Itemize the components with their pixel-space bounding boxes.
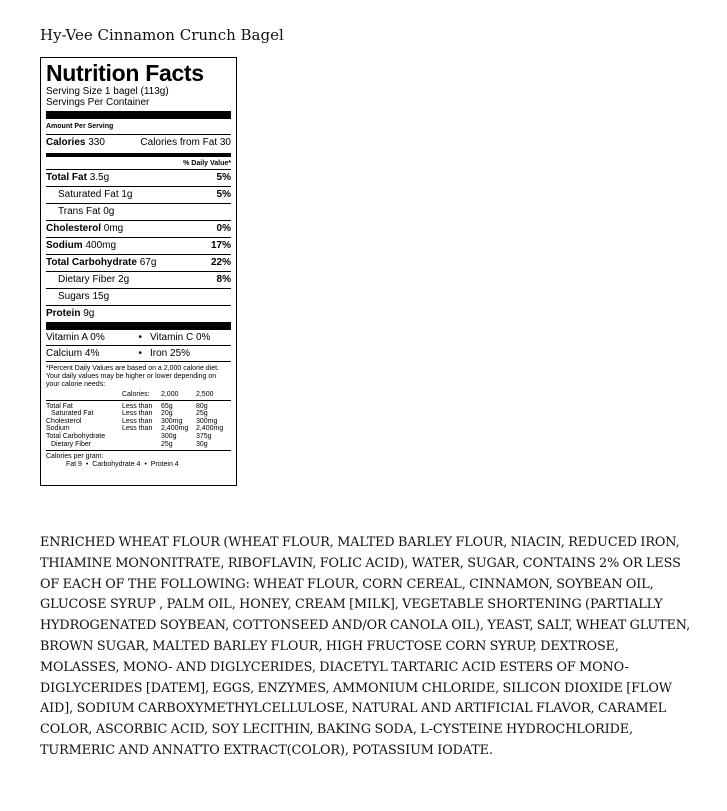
bullet-icon: •: [140, 461, 151, 469]
calories-per-gram-label: Calories per gram:: [46, 453, 104, 461]
nutrient-row: [46, 170, 231, 187]
dv-table-cell: 375g: [195, 432, 212, 440]
dv-table-cell: 30g: [195, 440, 208, 448]
dv-table-header-cell: Calories:: [122, 391, 161, 400]
dv-table-row: [46, 425, 231, 433]
nutrient-amount: 3.5g: [86, 172, 110, 183]
dv-table-cell: 25g: [195, 410, 208, 418]
dv-table-cell: Less than: [121, 425, 153, 433]
divider-thick: [46, 111, 231, 119]
calories-label: Calories: [46, 137, 86, 148]
nutrient-amount: 9g: [80, 308, 95, 319]
nutrition-facts-label: [40, 57, 237, 486]
nutrient-name: [58, 289, 109, 305]
nutrient-label: Saturated Fat: [58, 189, 119, 200]
dv-table-cell: 300g: [160, 432, 177, 440]
nutrient-daily-value: 5%: [216, 172, 231, 183]
dv-table-cell: Less than: [121, 402, 153, 410]
nutrient-name: [46, 238, 116, 254]
dv-table-cell: 20g: [160, 410, 173, 418]
nutrition-facts-title: Nutrition Facts: [46, 60, 204, 86]
calories-per-gram-items: [46, 461, 231, 469]
vitamin-right: [139, 330, 232, 345]
dv-table-cell: Total Carbohydrate: [46, 432, 106, 440]
nutrient-label: Sodium: [46, 240, 83, 251]
dv-table-cell: Sodium: [46, 425, 70, 433]
dv-table-cell: 300mg: [160, 417, 183, 425]
dv-table-cell: [122, 441, 161, 449]
nutrient-daily-value: 5%: [216, 189, 231, 200]
dv-table-cell: Total Fat: [46, 402, 73, 410]
dv-table-cell: 2,400mg: [195, 425, 224, 433]
nutrient-list: [46, 170, 231, 322]
daily-value-table: [46, 391, 231, 448]
nutrient-daily-value: 0%: [216, 223, 231, 234]
dv-table-row: [46, 418, 231, 426]
nutrient-label: Protein: [46, 308, 81, 319]
nutrient-amount: 1g: [118, 189, 133, 200]
nutrient-daily-value: 22%: [210, 257, 231, 268]
nutrient-amount: 2g: [115, 274, 130, 285]
dv-table-cell: Less than: [121, 410, 153, 418]
ingredients-text: ENRICHED WHEAT FLOUR (WHEAT FLOUR, MALTED BARLEY FLOUR, NIACIN, REDUCED IRON, THIAMINE MONONITRATE, RIBOFLAVIN, FOLIC ACID), WATER, SUGAR, CONTAINS 2% OR LESS OF EACH OF THE FOLLOWING: WHEAT FLOUR, CORN CEREAL, CINNAMON, SOYBEAN OIL, GLUCOSE SYRUP , PALM OIL, HONEY, CREAM [MILK], VEGETABLE SHORTENING (PARTIALLY HYDROGENATED SOYBEAN, COTTONSEED AND/OR CANOLA OIL), YEAST, SALT, WHEAT GLUTEN, BROWN SUGAR, MALTED BARLEY FLOUR, HIGH FRUCTOSE CORN SYRUP, DEXTROSE, MOLASSES, MONO- AND DIGLYCERIDES, DIACETYL TARTARIC ACID ESTERS OF MONO-DIGLYCERIDES [DATEM], EGGS, ENZYMES, AMMONIUM CHLORIDE, SILICON DIOXIDE [FLOW AID], SODIUM CARBOXYMETHYLCELLULOSE, NATURAL AND ARTIFICIAL FLAVOR, CARAMEL COLOR, ASCORBIC ACID, SOY LECITHIN, BAKING SODA, L-CYSTEINE HYDROCHLORIDE, TURMERIC AND ANNATTO EXTRACT(COLOR), POTASSIUM IODATE.: [40, 535, 691, 758]
nutrient-name: [58, 187, 133, 203]
nutrient-name: [46, 221, 123, 237]
calories-per-gram-item: Protein 4: [150, 461, 179, 469]
bullet-icon: •: [81, 461, 93, 469]
amount-per-serving: Amount Per Serving: [46, 121, 231, 135]
nutrient-amount: 400mg: [82, 240, 117, 251]
dv-table-cell: 300mg: [195, 417, 218, 425]
servings-per-container: Servings Per Container: [46, 97, 150, 108]
nutrient-daily-value: 17%: [210, 240, 231, 251]
calories-cell: [46, 135, 105, 151]
vitamin-left: Vitamin A 0%: [46, 332, 105, 343]
nutrient-amount: 15g: [89, 291, 110, 302]
vitamin-left: Calcium 4%: [46, 348, 100, 359]
dv-table-header-cell: 2,500: [196, 391, 231, 400]
dv-table-header-row: [46, 391, 231, 400]
dv-table-header-cell: [46, 391, 122, 400]
dv-table-cell: 65g: [160, 402, 173, 410]
divider-thick-vitamins: [46, 322, 231, 330]
dv-table-cell: Saturated Fat: [51, 410, 94, 418]
vitamin-list: [46, 330, 231, 362]
nutrient-name: [46, 255, 156, 271]
divider-medium: [46, 153, 231, 157]
calories-value: 330: [88, 137, 105, 148]
dv-table-cell: Cholesterol: [46, 417, 82, 425]
calories-from-fat: Calories from Fat 30: [140, 137, 231, 148]
nutrient-name: [58, 272, 129, 288]
nutrient-row: [46, 272, 231, 289]
nutrient-row: [46, 255, 231, 272]
nutrient-row: [46, 289, 231, 306]
nutrient-name: [58, 204, 114, 220]
nutrient-label: Trans Fat: [58, 206, 101, 217]
nutrient-row: [46, 221, 231, 238]
nutrient-label: Cholesterol: [46, 223, 102, 234]
dv-table-cell: 2,400mg: [160, 425, 189, 433]
bullet-icon: •: [138, 348, 143, 359]
vitamin-row: [46, 330, 231, 346]
nutrient-amount: 0mg: [101, 223, 124, 234]
nutrient-row: [46, 238, 231, 255]
vitamin-right: [139, 346, 232, 361]
nutrient-label: Sugars: [58, 291, 90, 302]
bullet-icon: •: [138, 332, 143, 343]
dv-table-row: [46, 410, 231, 418]
vitamin-right-label: Vitamin C 0%: [150, 332, 211, 343]
dv-table-row: [46, 400, 231, 410]
dv-table-row: [46, 433, 231, 441]
footnote: *Percent Daily Values are based on a 2,000 calorie diet. Your daily values may be higher or lower depending on your calorie needs:: [46, 365, 220, 388]
nutrient-row: [46, 187, 231, 204]
serving-size: Serving Size 1 bagel (113g): [46, 86, 169, 97]
daily-value-header: % Daily Value*: [46, 159, 231, 170]
nutrient-row: [46, 306, 231, 322]
calories-per-gram: [46, 450, 231, 469]
dv-table-cell: Less than: [121, 417, 153, 425]
vitamin-right-label: Iron 25%: [150, 348, 191, 359]
vitamin-row: [46, 346, 231, 362]
dv-table-cell: 80g: [195, 402, 208, 410]
nutrient-name: [46, 306, 94, 322]
dv-table-row: [46, 441, 231, 449]
nutrient-label: Total Fat: [46, 172, 87, 183]
nutrient-daily-value: 8%: [216, 274, 231, 285]
dv-table-header-cell: 2,000: [161, 391, 196, 400]
calories-per-gram-item: Carbohydrate 4: [92, 461, 141, 469]
dv-table-cell: 25g: [160, 440, 173, 448]
nutrient-amount: 67g: [136, 257, 157, 268]
product-title: Hy-Vee Cinnamon Crunch Bagel: [40, 26, 284, 44]
nutrient-label: Dietary Fiber: [58, 274, 116, 285]
calories-row: [46, 135, 231, 151]
nutrient-name: [46, 170, 109, 186]
dv-table-cell: Dietary Fiber: [51, 440, 92, 448]
calories-per-gram-item: Fat 9: [66, 461, 82, 469]
nutrient-amount: 0g: [100, 206, 115, 217]
dv-table-cell: [122, 433, 161, 441]
nutrient-label: Total Carbohydrate: [46, 257, 137, 268]
nutrient-row: [46, 204, 231, 221]
